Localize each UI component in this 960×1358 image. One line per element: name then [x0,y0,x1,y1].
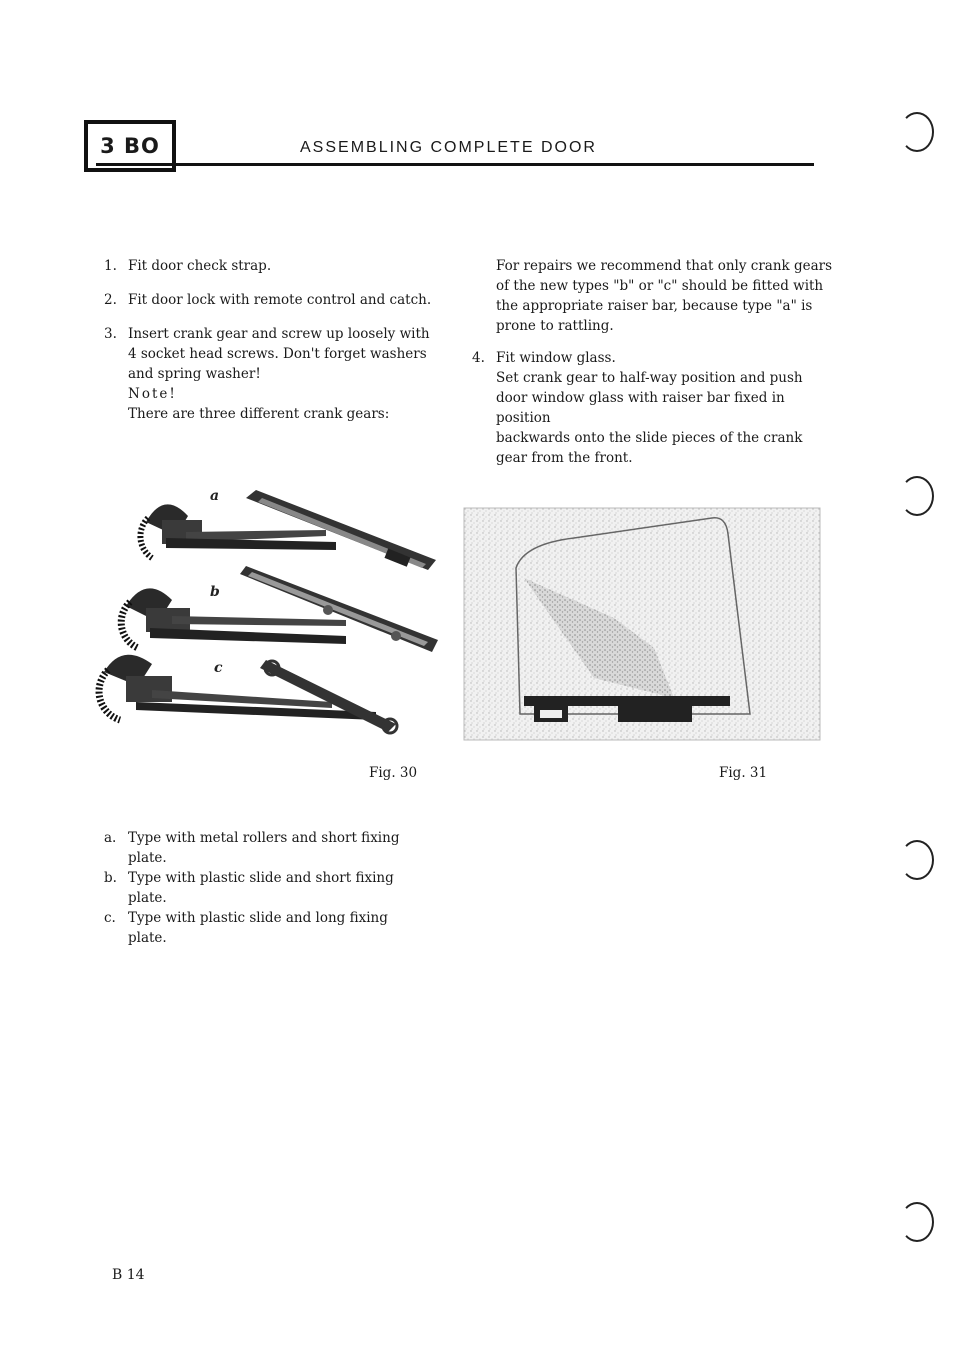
crank-gear-c [99,655,397,733]
binder-hole-mark [900,1202,934,1242]
legend-key: c. [104,910,116,926]
legend-line: plate. [128,850,167,866]
intro-line: prone to rattling. [496,318,614,334]
step-line: Set crank gear to half-way position and push [496,370,803,386]
step-4 [472,348,842,468]
step-number: 2. [104,292,117,308]
legend-line: Type with plastic slide and short fixing [128,870,394,886]
step-line: Fit door lock with remote control and catch. [128,292,432,308]
model-badge: 3 BO [84,120,176,172]
label-c: c [214,660,223,676]
step-number: 3. [104,326,117,342]
header-rule [96,163,814,166]
step-line: Fit door check strap. [128,258,272,274]
repair-recommendation [496,256,836,336]
step-line: Fit window glass. [496,350,616,366]
label-a: a [210,488,220,504]
step-line: door window glass with raiser bar fixed in position [496,390,785,426]
step-2 [104,290,444,310]
label-b: b [210,584,220,600]
binder-hole-mark [900,840,934,880]
legend-line: Type with metal rollers and short fixing [128,830,400,846]
step-line: There are three different crank gears: [128,406,390,422]
crank-gear-a [140,490,436,570]
legend-line: plate. [128,930,167,946]
step-line: 4 socket head screws. Don't forget washers [128,346,427,362]
binder-hole-mark [900,476,934,516]
binder-hole-mark [900,112,934,152]
legend-key: b. [104,870,117,886]
intro-line: For repairs we recommend that only crank gears [496,258,833,274]
step-number: 1. [104,258,117,274]
crank-gear-figure [96,476,446,746]
step-3 [104,324,444,424]
step-line: gear from the front. [496,450,633,466]
figure-31-caption: Fig. 31 [719,765,768,781]
step-line: backwards onto the slide pieces of the crank [496,430,803,446]
step-line: and spring washer! [128,366,261,382]
legend-line: Type with plastic slide and long fixing [128,910,388,926]
step-number: 4. [472,350,485,366]
figure-30-caption: Fig. 30 [369,765,418,781]
intro-line: the appropriate raiser bar, because type "a" is [496,298,813,314]
step-1 [104,256,444,276]
note-label: Note! [128,386,177,402]
window-glass [516,518,750,714]
legend-key: a. [104,830,117,846]
step-line: Insert crank gear and screw up loosely with [128,326,430,342]
crank-gear-types-legend [104,828,424,948]
intro-line: of the new types "b" or "c" should be fitted with [496,278,824,294]
page-number: B 14 [112,1267,145,1283]
door-glass-figure [464,508,820,740]
page-title: ASSEMBLING COMPLETE DOOR [300,139,597,156]
legend-line: plate. [128,890,167,906]
crank-gear-b [121,566,438,652]
